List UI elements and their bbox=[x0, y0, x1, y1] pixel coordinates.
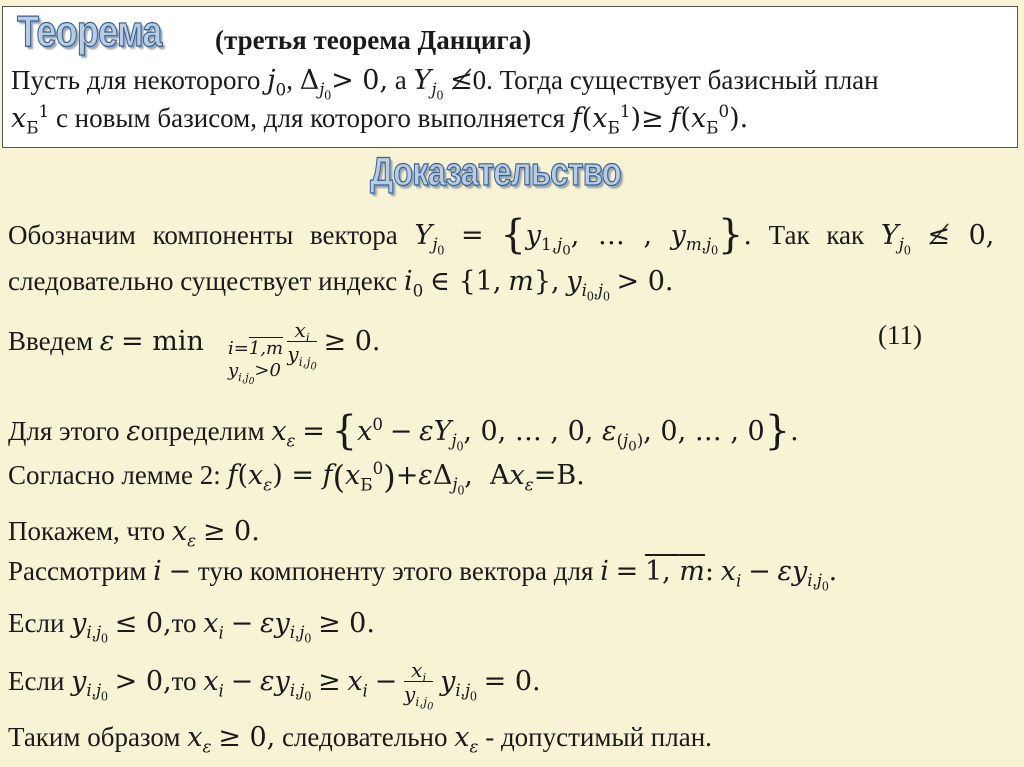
proof-line-1-text-b: Так как bbox=[768, 220, 865, 250]
proof-line-7: Рассмотрим i − тую компоненту этого вектора для i = 1, m: $x_i - \varepsilon y_{i,j_0}$. bbox=[8, 556, 838, 594]
theorem-heading: Теорема bbox=[17, 7, 162, 56]
proof-line-10-text-c: - допустимый план. bbox=[485, 722, 712, 752]
proof-line-3-text: Введем bbox=[8, 325, 94, 356]
min-subscript-condition: $y_{i,j_0}>0$ bbox=[228, 360, 281, 387]
proof-line-3: Введем ε = min $\frac{x_i}{y_{i,j_0}}$ ≥ 0. bbox=[8, 318, 381, 373]
proof-line-8: Если $y_{i,j_0} \le 0,то$ $x_i - \varepsilon y_{i,j_0} \ge 0$. bbox=[8, 608, 375, 646]
proof-line-10: Таким образом $x_\varepsilon \ge 0$, следовательно $x_\varepsilon$ - допустимый план. bbox=[8, 722, 712, 757]
proof-line-2-text: следовательно существует индекс bbox=[8, 266, 398, 296]
proof-line-9-text-b: то bbox=[171, 665, 197, 696]
proof-line-4: Для этого εопределим $x_\varepsilon = \{x^0 - \varepsilon Y_{j_0}$, 0, … , 0, $\varepsilon_{(j_0)}$, 0, … , 0}. bbox=[8, 408, 799, 455]
theorem-line-1: Пусть для некоторого $j_0$, $\Delta_{j_0}> 0$, а $Y_{j_0}$ ≰0. Тогда существует базисный план bbox=[11, 65, 879, 103]
proof-line-7-text-a: Рассмотрим bbox=[8, 556, 147, 586]
proof-heading: Доказательство bbox=[370, 150, 621, 194]
proof-line-9: Если $y_{i,j_0} > 0,то$ $x_i - \varepsilon y_{i,j_0} \ge x_i$ − $\frac{x_i}{y_{i,j_0}}$ $y_{i,j_0} = 0$. bbox=[8, 658, 541, 713]
proof-line-6: Покажем, что $x_\varepsilon \ge 0$. bbox=[8, 516, 260, 551]
theorem-line-1-text-a: Пусть для некоторого bbox=[11, 65, 261, 95]
fraction-x-over-y-2: $\frac{x_i}{y_{i,j_0}}$ bbox=[404, 658, 434, 713]
proof-line-4-text-a: Для этого bbox=[8, 416, 120, 446]
fraction-x-over-y: $\frac{x_i}{y_{i,j_0}}$ bbox=[287, 318, 317, 373]
theorem-box bbox=[2, 6, 1018, 148]
theorem-line-2-text: с новым базисом, для которого выполняется bbox=[55, 103, 565, 133]
theorem-line-1-text-b: а bbox=[394, 65, 407, 95]
proof-line-10-text-b: следовательно bbox=[281, 722, 448, 752]
equation-number: (11) bbox=[878, 320, 922, 350]
proof-line-7-text-b: тую компоненту этого вектора для bbox=[197, 556, 594, 586]
proof-line-8-text-a: Если bbox=[8, 608, 65, 638]
proof-line-1-text-a: Обозначим компоненты вектора bbox=[8, 220, 398, 250]
theorem-line-1-text-c: 0. Тогда существует базисный план bbox=[472, 65, 879, 95]
proof-line-1: Обозначим компоненты вектора $Y_{j_0} = \{y_{1,j_0}$, … , $y_{m,j_0}$}. Так как $Y_{j_0}$ ≰ 0, bbox=[8, 212, 995, 259]
proof-line-8-text-b: то bbox=[171, 608, 197, 638]
theorem-subtitle: (третья теорема Данцига) bbox=[215, 25, 532, 55]
proof-line-5: Согласно лемме 2: $f(x_\varepsilon) = f(x_Б^0)+\varepsilon\Delta_{j_0}$, $Ax_\varepsilon=B$. bbox=[8, 458, 585, 498]
min-subscript-range: i=1,m bbox=[228, 338, 284, 359]
theorem-line-2: $x_Б^1$ с новым базисом, для которого выполняется $f(x_Б^1)\ge f(x_Б^0)$. bbox=[11, 101, 749, 138]
proof-line-4-text-b: определим bbox=[140, 416, 265, 446]
proof-line-10-text-a: Таким образом bbox=[8, 722, 181, 752]
proof-line-5-text: Согласно лемме 2: bbox=[8, 460, 221, 490]
proof-line-2: следовательно существует индекс $i_0$ ∈ {1, m}, $y_{i_0,j_0} > 0$. bbox=[8, 266, 674, 304]
proof-line-6-text: Покажем, что bbox=[8, 516, 166, 546]
proof-line-9-text-a: Если bbox=[8, 665, 65, 696]
